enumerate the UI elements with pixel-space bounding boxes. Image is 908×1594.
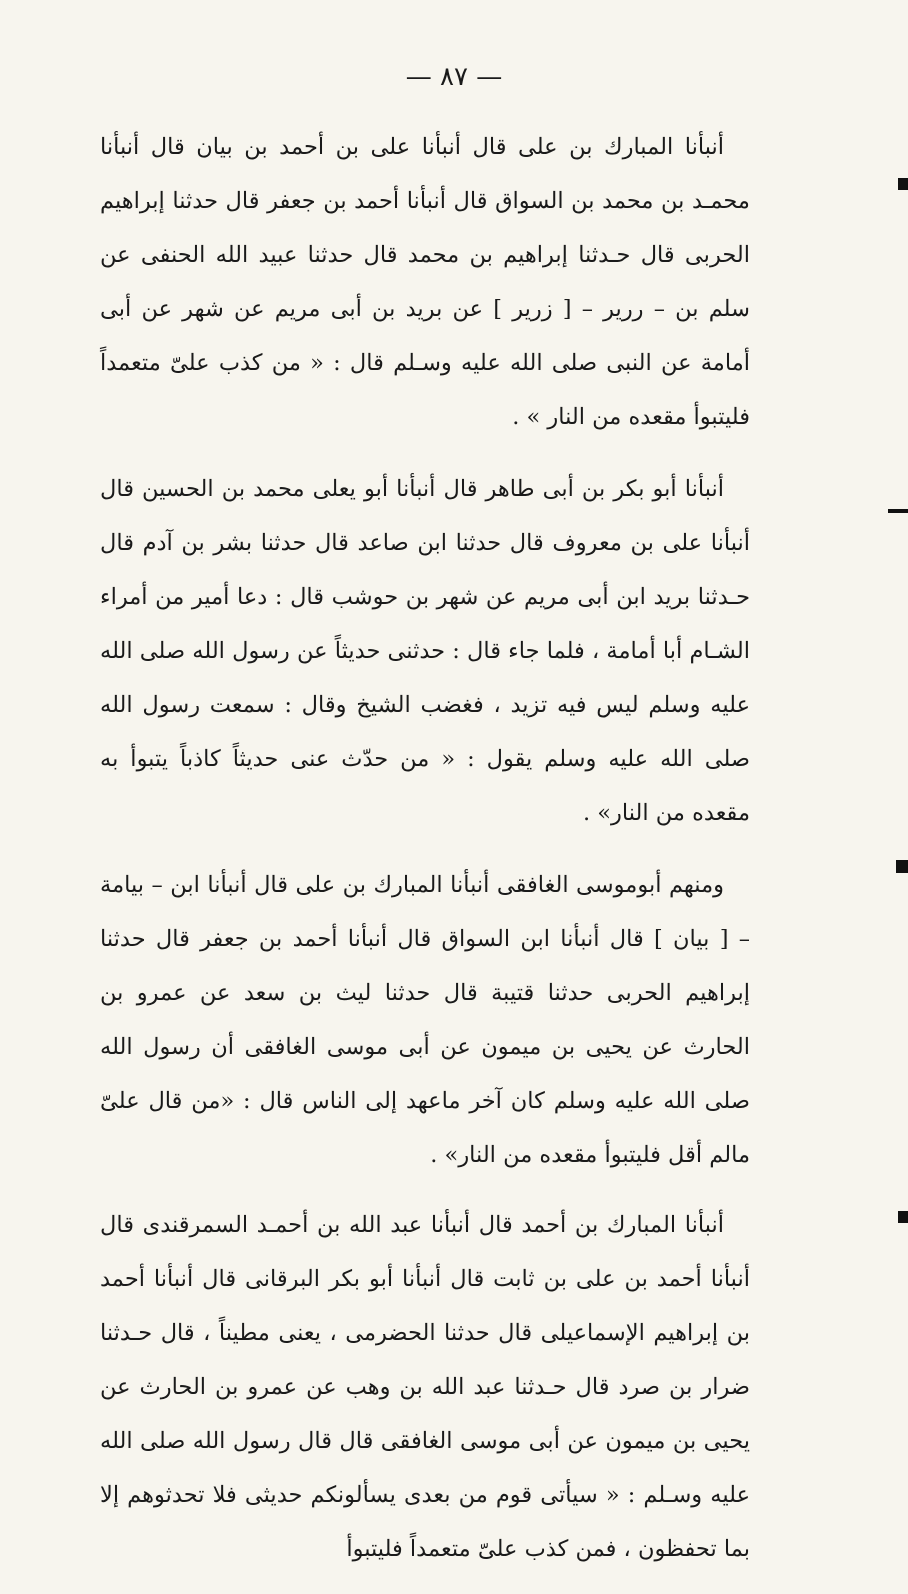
page-number: — ٨٧ — (405, 62, 503, 92)
body-text (100, 120, 750, 1594)
paragraph-2: أنبأنا أبو بكر بن أبى طاهر قال أنبأنا أبو يعلى محمد بن الحسين قال أنبأنا على بن معروف قال حدثنا ابن صاعد قال حدثنا بشر بن آدم قال حـدثنا بريد ابن أبى مريم عن شهر بن حوشب قال : دعا أمير من أمراء الشـام أبا أمامة ، فلما جاء قال : حدثنى حديثاً عن رسول الله صلى الله عليه وسلم ليس فيه تزيد ، فغضب الشيخ وقال : سمعت رسول الله صلى الله عليه وسلم يقول : « من حدّث عنى حديثاً كاذباً يتبوأ به مقعده من النار» . (100, 476, 750, 826)
margin-scan-mark (888, 509, 908, 513)
paragraph-4: أنبأنا المبارك بن أحمد قال أنبأنا عبد الله بن أحمـد السمرقندى قال أنبأنا أحمد بن على بن ثابت قال أنبأنا أبو بكر البرقانى قال أنبأنا أحمد بن إبراهيم الإسماعيلى قال حدثنا الحضرمى ، يعنى مطيناً ، قال حـدثنا ضرار بن صرد قال حـدثنا عبد الله بن وهب عن عمرو بن الحارث عن يحيى بن ميمون عن أبى موسى الغافقى قال قال رسول الله صلى الله عليه وسـلم : « سيأتى قوم من بعدى يسألونكم حديثى فلا تحدثوهم إلا بما تحفظون ، فمن كذب علىّ متعمداً فليتبوأ (100, 1212, 750, 1562)
margin-scan-mark (896, 860, 908, 873)
paragraph-3: ومنهم أبوموسى الغافقى أنبأنا المبارك بن على قال أنبأنا ابن – بيامة – [ بيان ] قال أنبأنا ابن السواق قال أنبأنا أحمد بن جعفر قال حدثنا إبراهيم الحربى حدثنا قتيبة قال حدثنا ليث بن سعد عن عمرو بن الحارث عن يحيى بن ميمون عن أبى موسى الغافقى أن رسول الله صلى الله عليه وسلم كان آخر ماعهد إلى الناس قال : «من قال علىّ مالم أقل فليتبوأ مقعده من النار» . (100, 872, 750, 1168)
margin-scan-mark (898, 178, 908, 190)
paragraph-1: أنبأنا المبارك بن على قال أنبأنا على بن أحمد بن بيان قال أنبأنا محمـد بن محمد بن السواق قال أنبأنا أحمد بن جعفر قال حدثنا إبراهيم الحربى قال حـدثنا إبراهيم بن محمد قال حدثنا عبيد الله الحنفى عن سلم بن – ررير – [ زرير ] عن بريد بن أبى مريم عن شهر عن أبى أمامة عن النبى صلى الله عليه وسـلم قال : « من كذب علىّ متعمداً فليتبوأ مقعده من النار » . (100, 134, 750, 430)
margin-scan-mark (898, 1211, 908, 1223)
